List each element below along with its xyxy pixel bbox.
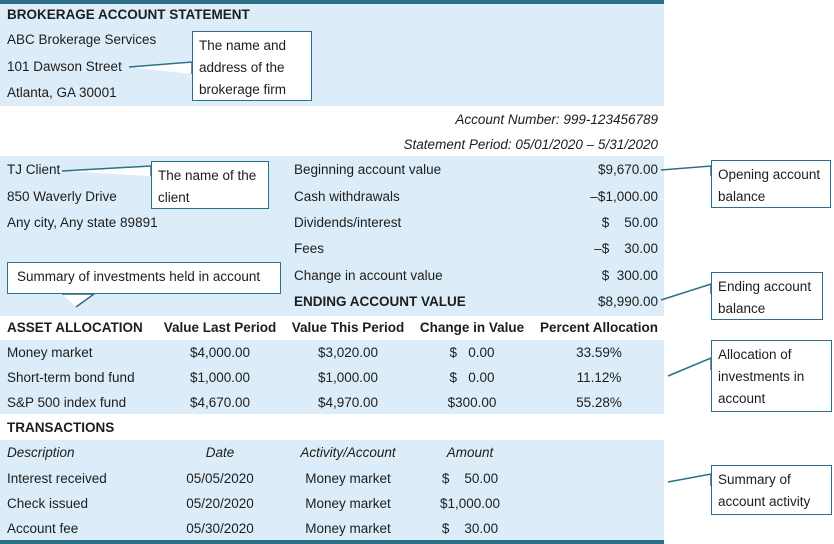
allocation-header: Change in Value xyxy=(419,320,525,335)
account-number: Account Number: 999-123456789 xyxy=(455,112,658,127)
table-cell: $1,000.00 xyxy=(317,370,379,385)
table-cell: Money market xyxy=(305,496,391,511)
summary-label: Cash withdrawals xyxy=(294,189,400,204)
table-cell: $3,020.00 xyxy=(317,345,379,360)
transactions-header: Activity/Account xyxy=(300,445,396,460)
table-row: Interest received xyxy=(7,471,107,486)
table-cell: $ 0.00 xyxy=(449,345,495,360)
table-cell: 05/05/2020 xyxy=(186,471,254,486)
ending-callout: Ending account balance xyxy=(711,272,823,320)
table-cell: $300.00 xyxy=(447,395,497,410)
table-cell: 05/20/2020 xyxy=(186,496,254,511)
summary-value: –$1,000.00 xyxy=(590,189,658,204)
table-row: Money market xyxy=(7,345,93,360)
table-cell: 33.59% xyxy=(576,345,622,360)
table-cell: $1,000.00 xyxy=(439,496,501,511)
transactions-header: Description xyxy=(7,445,75,460)
holdings-callout: Summary of investments held in account xyxy=(7,262,281,294)
allocation-header: ASSET ALLOCATION xyxy=(7,320,143,335)
summary-value: –$ 30.00 xyxy=(594,241,658,256)
summary-label: Beginning account value xyxy=(294,162,442,177)
transactions-header: Amount xyxy=(446,445,494,460)
table-cell: Money market xyxy=(305,471,391,486)
transactions-title: TRANSACTIONS xyxy=(7,420,115,435)
client-callout: The name of the client xyxy=(151,161,269,209)
summary-label: Fees xyxy=(294,241,325,256)
table-cell: Money market xyxy=(305,521,391,536)
table-cell: $1,000.00 xyxy=(189,370,251,385)
activity-pointer xyxy=(668,474,711,486)
statement-period: Statement Period: 05/01/2020 – 5/31/2020 xyxy=(403,137,658,152)
table-cell: $ 30.00 xyxy=(441,521,499,536)
allocation-header: Percent Allocation xyxy=(539,320,659,335)
ending-label: ENDING ACCOUNT VALUE xyxy=(294,294,466,309)
firm-street: 101 Dawson Street xyxy=(7,59,122,74)
firm-city: Atlanta, GA 30001 xyxy=(7,85,117,100)
table-cell: $4,000.00 xyxy=(189,345,251,360)
table-row: Account fee xyxy=(7,521,79,536)
summary-value: $9,670.00 xyxy=(597,162,658,177)
statement-title: BROKERAGE ACCOUNT STATEMENT xyxy=(7,7,250,22)
client-city: Any city, Any state 89891 xyxy=(7,215,158,230)
table-cell: $ 0.00 xyxy=(449,370,495,385)
client-name: TJ Client xyxy=(7,162,61,177)
table-cell: $ 50.00 xyxy=(441,471,499,486)
firm-name: ABC Brokerage Services xyxy=(7,32,157,47)
allocation-header: Value Last Period xyxy=(163,320,277,335)
table-cell: 55.28% xyxy=(576,395,622,410)
table-cell: $4,970.00 xyxy=(317,395,379,410)
table-row: Short-term bond fund xyxy=(7,370,135,385)
allocation-callout: Allocation of investments in account xyxy=(711,340,832,412)
summary-value: $ 50.00 xyxy=(601,215,658,230)
table-cell: 05/30/2020 xyxy=(186,521,254,536)
allocation-header: Value This Period xyxy=(291,320,405,335)
allocation-pointer xyxy=(668,358,711,376)
summary-label: Change in account value xyxy=(294,268,443,283)
summary-label: Dividends/interest xyxy=(294,215,402,230)
ending-pointer xyxy=(661,284,711,300)
opening-pointer xyxy=(661,166,711,176)
table-cell: 11.12% xyxy=(576,370,622,385)
table-row: Check issued xyxy=(7,496,89,511)
summary-value: $ 300.00 xyxy=(601,268,658,283)
firm-callout: The name and address of the brokerage firm xyxy=(192,31,312,101)
transactions-header: Date xyxy=(205,445,235,460)
table-cell: $4,670.00 xyxy=(189,395,251,410)
bottom-rule xyxy=(0,540,664,544)
client-street: 850 Waverly Drive xyxy=(7,189,117,204)
activity-callout: Summary of account activity xyxy=(711,465,832,515)
table-row: S&P 500 index fund xyxy=(7,395,127,410)
ending-value: $8,990.00 xyxy=(597,294,658,309)
opening-callout: Opening account balance xyxy=(711,160,831,208)
